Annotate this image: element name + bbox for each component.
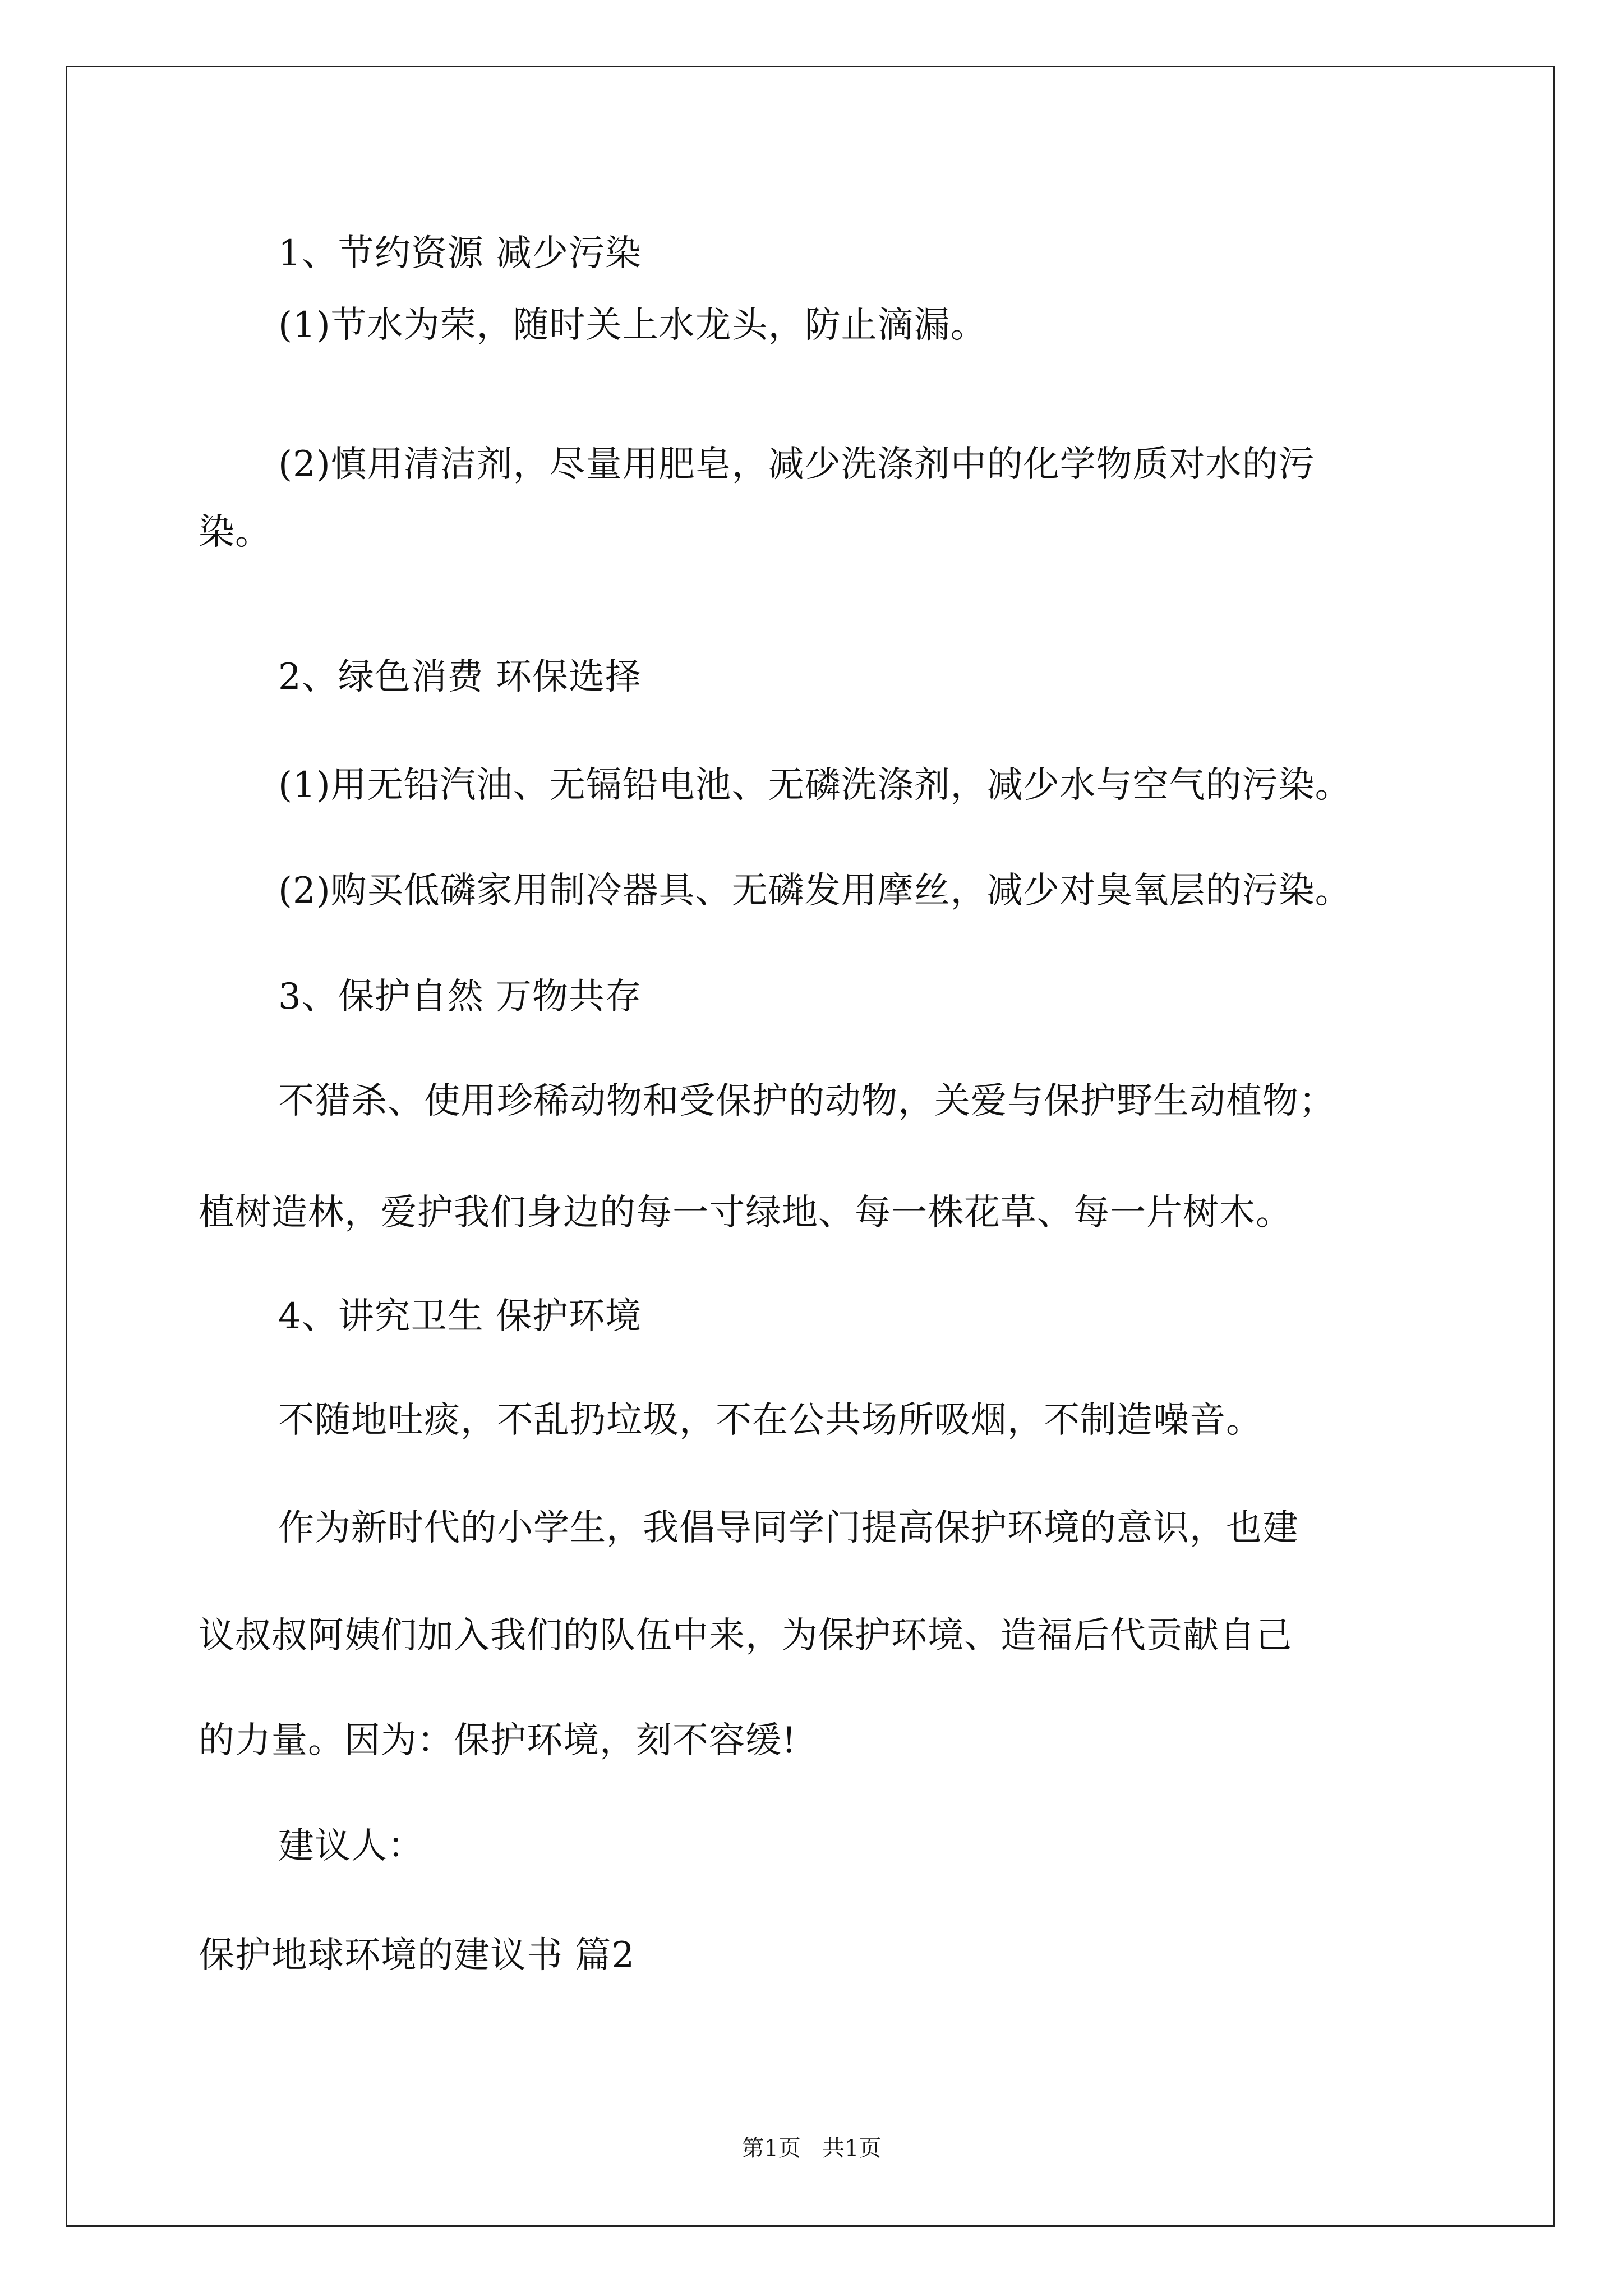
paragraph-line: 作为新时代的小学生，我倡导同学门提高保护环境的意识，也建 [278, 1507, 1299, 1549]
paragraph-line: (2)购买低磷家用制冷器具、无磷发用摩丝，减少对臭氧层的污染。 [278, 870, 1352, 912]
signature-label: 建议人： [278, 1825, 424, 1867]
page-footer: 第1页 共1页 [741, 2136, 882, 2161]
section-heading-2: 2、绿色消费 环保选择 [278, 656, 642, 698]
paragraph-line: 不随地吐痰，不乱扔垃圾，不在公共场所吸烟，不制造噪音。 [278, 1400, 1262, 1441]
paragraph-line: 不猎杀、使用珍稀动物和受保护的动物，关爱与保护野生动植物； [278, 1080, 1335, 1122]
paragraph-line: (1)节水为荣，随时关上水龙头，防止滴漏。 [278, 305, 987, 346]
paragraph-line: 染。 [199, 512, 271, 553]
paragraph-line: 的力量。因为：保护环境，刻不容缓! [199, 1720, 797, 1761]
page-border [66, 66, 1555, 2227]
paragraph-line: (2)慎用清洁剂，尽量用肥皂，减少洗涤剂中的化学物质对水的污 [278, 444, 1315, 485]
section-heading-1: 1、节约资源 减少污染 [278, 233, 642, 274]
next-article-title: 保护地球环境的建议书 篇2 [199, 1935, 635, 1976]
paragraph-line: 植树造林，爱护我们身边的每一寸绿地、每一株花草、每一片树木。 [199, 1192, 1292, 1234]
section-heading-4: 4、讲究卫生 保护环境 [278, 1296, 642, 1337]
section-heading-3: 3、保护自然 万物共存 [278, 976, 642, 1018]
paragraph-line: (1)用无铅汽油、无镉铅电池、无磷洗涤剂，减少水与空气的污染。 [278, 765, 1352, 806]
paragraph-line: 议叔叔阿姨们加入我们的队伍中来，为保护环境、造福后代贡献自己 [199, 1615, 1292, 1657]
